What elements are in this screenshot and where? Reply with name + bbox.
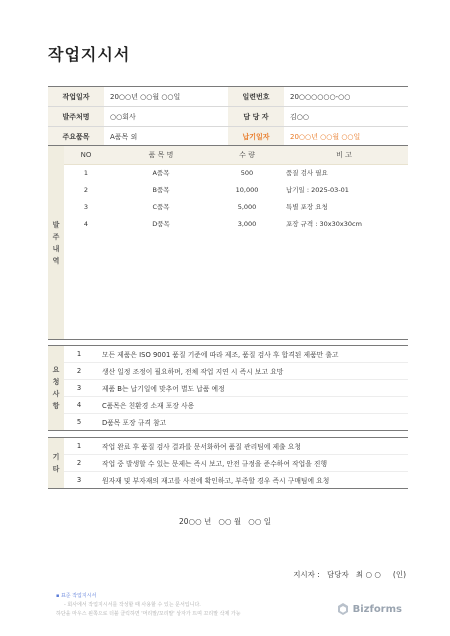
list-item <box>64 472 408 488</box>
requests-section <box>48 345 408 431</box>
requests-list <box>64 346 408 430</box>
due-date-label: 납기일자 <box>228 127 284 146</box>
section-label-char: 기 <box>52 453 60 461</box>
document-title: 작업지시서 <box>48 45 131 64</box>
cell-item: D품목 <box>152 220 170 228</box>
section-label-char: 사 <box>52 390 60 398</box>
order-section-label <box>48 146 64 339</box>
table-row <box>64 215 408 232</box>
list-item <box>64 363 408 380</box>
section-label-char: 타 <box>52 465 60 473</box>
item-text: 모든 제품은 ISO 9001 품질 기준에 따라 제조, 품질 검사 후 합격된 제품만 출고 <box>102 351 339 359</box>
table-row <box>64 181 408 198</box>
list-item <box>64 414 408 430</box>
cell-no: 3 <box>83 202 89 211</box>
list-item <box>64 455 408 472</box>
footer-notes <box>56 592 241 619</box>
item-number: 1 <box>76 442 82 450</box>
list-item <box>64 346 408 363</box>
logo-text: Bizforms <box>352 603 402 615</box>
info-row <box>48 127 408 147</box>
cell-note: 품질 검사 필요 <box>286 169 328 177</box>
cell-note: 납기일 : 2025-03-01 <box>286 186 349 194</box>
note-line: ▪ 표준 작업지시서 <box>56 593 97 599</box>
cell-item: A품목 <box>152 169 170 177</box>
info-value: 20○○년 ○○월 ○○일 <box>110 92 181 101</box>
item-number: 4 <box>76 401 82 409</box>
item-number: 5 <box>76 418 82 426</box>
info-row <box>48 87 408 107</box>
item-number: 3 <box>76 476 82 484</box>
section-label-char: 항 <box>52 402 60 410</box>
section-label-char: 청 <box>52 378 60 386</box>
etc-list <box>64 438 408 488</box>
requests-section-label <box>48 346 64 430</box>
item-text: D품목 포장 규격 참고 <box>102 419 167 427</box>
info-value: 김○○ <box>290 112 309 121</box>
cell-no: 4 <box>83 219 89 228</box>
cell-qty: 500 <box>240 168 254 177</box>
info-label: 주요품목 <box>48 127 104 146</box>
section-label-char: 내 <box>52 244 60 253</box>
info-value: ○○회사 <box>110 112 136 121</box>
cell-no: 1 <box>83 168 89 177</box>
header-note: 비 고 <box>336 151 352 159</box>
header-no: NO <box>80 151 92 159</box>
cell-item: B품목 <box>152 186 170 194</box>
item-number: 2 <box>76 459 82 467</box>
cell-item: C품목 <box>152 203 170 211</box>
section-label-char: 주 <box>52 232 60 241</box>
info-label: 작업일자 <box>48 87 104 106</box>
info-value: A품목 외 <box>110 132 138 141</box>
info-label: 일련번호 <box>228 87 284 106</box>
note-line: - 회사에서 작업지시서를 작성할 때 사용할 수 있는 문서입니다. <box>64 602 201 608</box>
item-text: 생산 일정 조정이 필요하며, 전체 작업 지연 시 즉시 보고 요망 <box>102 368 284 376</box>
cell-note: 특별 포장 요청 <box>286 203 328 211</box>
etc-section-label <box>48 438 64 488</box>
info-table <box>48 86 408 147</box>
info-row <box>48 107 408 127</box>
section-label-char: 발 <box>52 220 60 229</box>
item-number: 1 <box>76 350 82 358</box>
item-number: 2 <box>76 367 82 375</box>
order-table-body <box>64 164 408 232</box>
due-date-value: 20○○년 ○○월 ○○일 <box>290 132 361 141</box>
list-item <box>64 397 408 414</box>
list-item <box>64 438 408 455</box>
cell-qty: 3,000 <box>237 219 257 228</box>
section-label-char: 요 <box>52 366 60 374</box>
issue-date: 20○○ 년 ○○ 월 ○○ 일 <box>179 517 271 526</box>
info-label: 담 당 자 <box>228 107 284 126</box>
item-text: 작업 완료 후 품질 검사 결과를 문서화하여 품질 관리팀에 제출 요청 <box>102 443 301 451</box>
header-item: 품 목 명 <box>148 151 174 159</box>
table-row <box>64 198 408 215</box>
info-value: 20○○○○○○-○○ <box>290 92 351 101</box>
info-label: 발주처명 <box>48 107 104 126</box>
section-label-char: 역 <box>52 256 60 265</box>
order-details-section <box>48 145 408 340</box>
list-item <box>64 380 408 397</box>
cell-qty: 10,000 <box>235 185 259 194</box>
order-table-header <box>64 146 408 165</box>
item-text: C품목은 친환경 소재 포장 사용 <box>102 402 195 410</box>
etc-section <box>48 437 408 489</box>
item-text: 제품 B는 납기일에 맞추어 별도 납품 예정 <box>102 385 225 393</box>
brand-logo <box>337 603 402 615</box>
bizforms-logo-icon <box>337 603 349 615</box>
cell-qty: 5,000 <box>237 202 257 211</box>
cell-no: 2 <box>83 185 89 194</box>
header-qty: 수 량 <box>239 151 255 159</box>
table-row <box>64 164 408 181</box>
note-line: 하단을 마우스 왼쪽으로 더블 클릭하면 '머리말/꼬리말' 상자가 뜨며 꼬리말 삭제 가능 <box>56 611 241 617</box>
item-number: 3 <box>76 384 82 392</box>
item-text: 작업 중 발생할 수 있는 문제는 즉시 보고, 안전 규정을 준수하여 작업을 진행 <box>102 460 328 468</box>
item-text: 원자재 및 부자재의 재고를 사전에 확인하고, 부족할 경우 즉시 구매팀에 요청 <box>102 477 330 485</box>
signature-line: 지시자 : 담당자 최 ○ ○ (인) <box>293 570 406 579</box>
cell-note: 포장 규격 : 30x30x30cm <box>286 220 362 228</box>
